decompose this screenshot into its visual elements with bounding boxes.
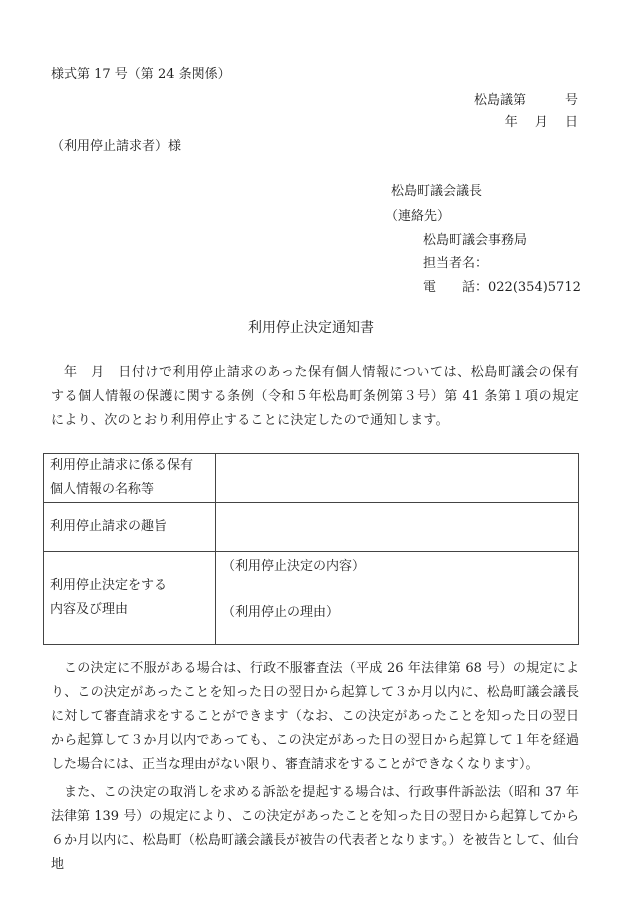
row3-label-line2: 内容及び理由 (50, 602, 129, 617)
notice-paragraph-2: また、この決定の取消しを求める訴訟を提起する場合は、行政事件訴訟法（昭和 37 年法律第 139 号）の規定により、この決定があったことを知った日の翌日から起算してから６か月以内に、松島町（松島町議会議長が被告の代表者となります。）を被告として、仙台地 (51, 785, 579, 872)
intro-paragraph: 年 月 日付けで利用停止請求のあった保有個人情報については、松島町議会の保有する個人情報の保護に関する条例（令和５年松島町条例第３号）第 41 条第１項の規定により、次のとおり利用停止することに決定したので通知します。 (51, 365, 579, 428)
table-value-cell (216, 503, 579, 552)
table-label-cell (44, 552, 216, 645)
decision-reason-label: （利用停止の理由） (222, 605, 340, 620)
contact-person: 担当者名： (423, 256, 489, 271)
document-title: 利用停止決定通知書 (248, 320, 374, 336)
table-label-cell (44, 503, 216, 552)
row3-label-line1: 利用停止決定をする (50, 578, 168, 593)
decision-table (43, 453, 579, 645)
row1-label-line1: 利用停止請求に係る保有 (50, 458, 194, 473)
table-row (44, 454, 579, 503)
recipient: （利用停止請求者）様 (51, 139, 182, 154)
row1-label-line2: 個人情報の名称等 (50, 482, 155, 497)
table-value-cell (216, 552, 579, 645)
phone-label: 電 話： (423, 280, 489, 295)
sender-title: 松島町議会議長 (391, 184, 483, 199)
contact-office: 松島町議会事務局 (423, 233, 528, 248)
form-number: 様式第 17 号（第 24 条関係） (51, 67, 231, 82)
decision-content-label: （利用停止決定の内容） (222, 559, 366, 574)
table-value-cell (216, 454, 579, 503)
contact-label: （連絡先） (385, 209, 451, 224)
issue-date: 年 月 日 (504, 115, 578, 130)
contact-phone (423, 276, 581, 295)
row2-label: 利用停止請求の趣旨 (50, 519, 168, 534)
table-row (44, 552, 579, 645)
table-label-cell (44, 454, 216, 503)
table-row (44, 503, 579, 552)
document-number: 松島議第 号 (473, 93, 578, 108)
phone-number: 022(354)5712 (488, 280, 581, 295)
notice-paragraph-1: この決定に不服がある場合は、行政不服審査法（平成 26 年法律第 68 号）の規定により、この決定があったことを知った日の翌日から起算して３か月以内に、松島町議会議長に対して審査請求をすることができます（なお、この決定があったことを知った日の翌日から起算して３か月以内であっても、この決定があった日の翌日から起算して１年を経過した場合には、正当な理由がない限り、審査請求をすることができなくなります）。 (51, 661, 579, 772)
